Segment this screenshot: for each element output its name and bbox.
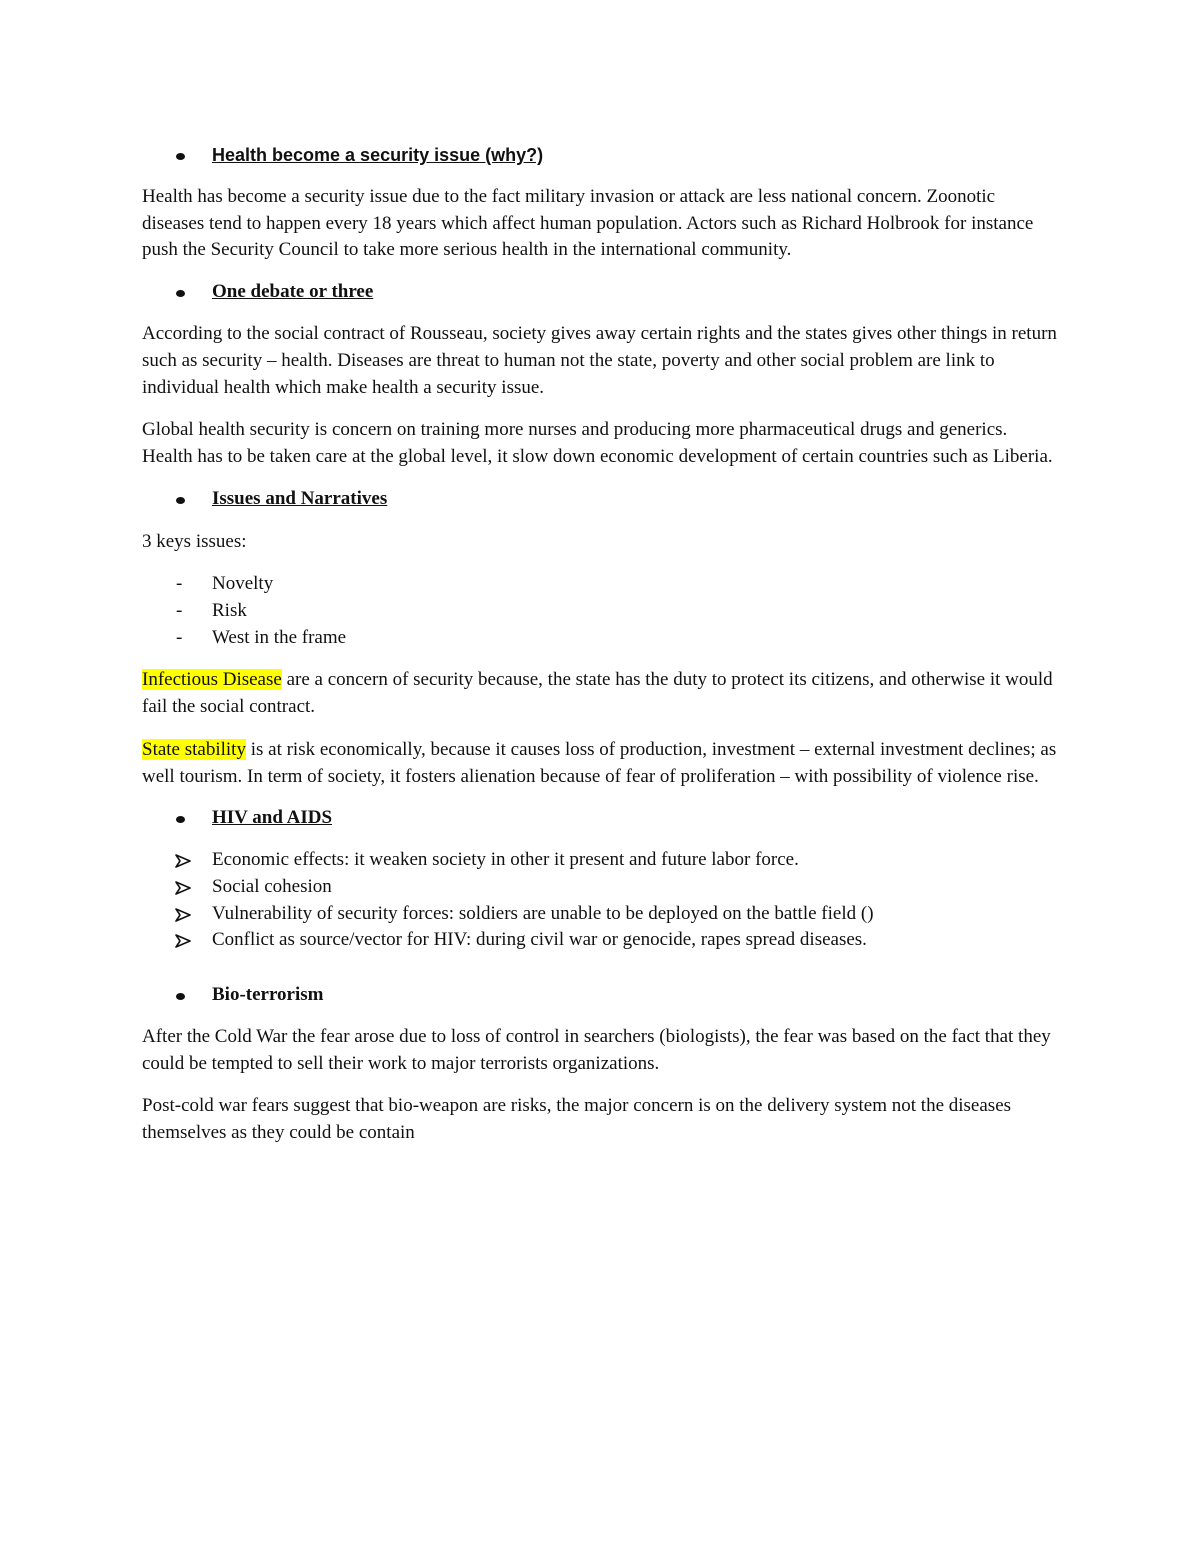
arrow-bullet-icon xyxy=(175,854,191,868)
arrow-bullet-icon xyxy=(175,881,191,895)
paragraph-key-issues-intro: 3 keys issues: xyxy=(142,530,247,552)
list-item: Vulnerability of security forces: soldiers are unable to be deployed on the battle field () xyxy=(142,901,1062,928)
paragraph-post-cold-war: Post-cold war fears suggest that bio-weapon are risks, the major concern is on the delivery system not the diseases themselves as they could be contain xyxy=(142,1095,1012,1144)
list-item: - West in the frame xyxy=(142,625,1062,652)
dash-icon: - xyxy=(176,600,183,622)
paragraph-state-stability: State stability is at risk economically, because it causes loss of production, investment – external investment declines; as well tourism. In term of society, it fosters alienation because of fear of proliferation – with possibility of violence rise. xyxy=(142,738,1057,787)
bullet-dot-icon xyxy=(176,497,185,504)
arrow-bullet-icon xyxy=(175,934,191,948)
bullet-dot-icon xyxy=(176,993,185,1000)
bullet-dot-icon xyxy=(176,290,185,297)
arrow-bullet-icon xyxy=(175,908,191,922)
key-issues-list xyxy=(142,571,1062,651)
section-heading-one-debate: One debate or three xyxy=(142,279,1062,305)
paragraph-cold-war: After the Cold War the fear arose due to loss of control in searchers (biologists), the fear was based on the fact that they could be tempted to sell their work to major terrorists organizations. xyxy=(142,1026,1051,1074)
section-heading-health-security: Health become a security issue (why?) xyxy=(142,142,1062,168)
paragraph-health-security: Health has become a security issue due to the fact military invasion or attack are less national concern. Zoonotic diseases tend to happen every 18 years which affect human population. Actors such as Richard Holbrook for instance push the Security Council to take more serious health in the international community. xyxy=(142,186,1034,261)
list-item: Social cohesion xyxy=(142,874,1062,901)
bullet-dot-icon xyxy=(176,816,185,823)
dash-icon: - xyxy=(176,626,183,648)
bullet-dot-icon xyxy=(176,153,185,160)
list-item: - Risk xyxy=(142,598,1062,625)
section-heading-issues: Issues and Narratives xyxy=(142,486,1062,512)
paragraph-rousseau: According to the social contract of Rousseau, society gives away certain rights and the states gives other things in return such as security – health. Diseases are threat to human not the state, poverty and other social problem are link to individual health which make health a security issue. xyxy=(142,323,1057,398)
highlighted-term: Infectious Disease xyxy=(142,669,282,691)
paragraph-global-health: Global health security is concern on training more nurses and producing more pharmaceutical drugs and generics. Health has to be taken care at the global level, it slow down economic development of certain countries such as Liberia. xyxy=(142,419,1053,467)
list-item: Conflict as source/vector for HIV: during civil war or genocide, rapes spread diseases. xyxy=(142,927,1062,954)
list-item: Economic effects: it weaken society in other it present and future labor force. xyxy=(142,847,1062,874)
hiv-effects-list xyxy=(142,847,1062,954)
dash-icon: - xyxy=(176,573,183,595)
document-page xyxy=(142,138,1062,1147)
list-item: - Novelty xyxy=(142,571,1062,598)
section-heading-hiv: HIV and AIDS xyxy=(142,805,1062,831)
section-heading-bioterrorism: Bio-terrorism xyxy=(142,982,1062,1008)
highlighted-term: State stability xyxy=(142,738,246,760)
paragraph-infectious-disease: Infectious Disease are a concern of security because, the state has the duty to protect its citizens, and otherwise it would fail the social contract. xyxy=(142,669,1053,718)
